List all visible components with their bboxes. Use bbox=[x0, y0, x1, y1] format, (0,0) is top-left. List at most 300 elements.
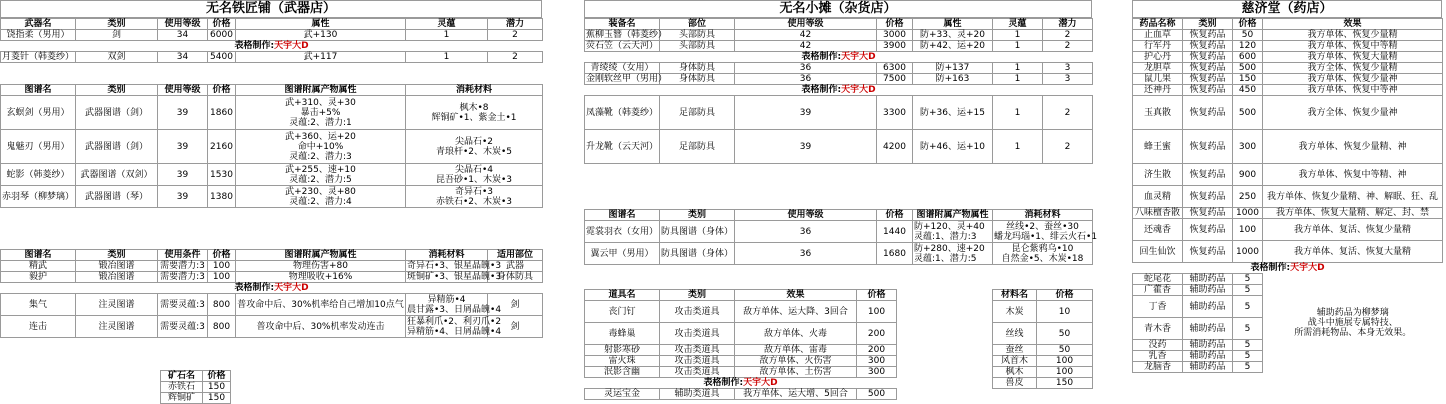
weapon-recipes-header bbox=[1, 85, 543, 96]
header-cell: 价格 bbox=[877, 210, 913, 221]
cell: 1440 bbox=[877, 221, 913, 243]
cell: 7500 bbox=[877, 74, 913, 85]
cell: 2 bbox=[1043, 96, 1093, 130]
cell: 行军丹 bbox=[1133, 41, 1183, 52]
cell: 辅助药品 bbox=[1183, 274, 1233, 285]
table-row bbox=[1133, 63, 1443, 74]
cell: 枫木 bbox=[993, 367, 1037, 378]
credit-label: 表格制作: bbox=[801, 52, 842, 62]
cell: 300 bbox=[857, 356, 897, 367]
table-row bbox=[585, 130, 1093, 164]
cell bbox=[406, 316, 502, 338]
tools-header bbox=[585, 290, 897, 301]
table-row bbox=[585, 323, 897, 345]
table-row bbox=[993, 301, 1093, 323]
cell: 300 bbox=[857, 367, 897, 378]
cell: 敌方单体、运大降、3回合 bbox=[735, 301, 857, 323]
mat-line: 尖晶石•4 bbox=[454, 164, 494, 175]
cell: 42 bbox=[735, 41, 877, 52]
cell: 恢复药品 bbox=[1183, 186, 1233, 208]
mat-line: 晨甘露•3、日屑晶魄•4 bbox=[407, 304, 502, 315]
attr-line: 灵蕴:1、潜力:5 bbox=[914, 253, 977, 264]
cell: 1 bbox=[993, 41, 1043, 52]
cell bbox=[406, 186, 543, 208]
cell: 霓裳羽衣（女用） bbox=[585, 221, 660, 243]
cell: 2 bbox=[1043, 41, 1093, 52]
cell: 我方单体、恢复少量神 bbox=[1263, 74, 1443, 85]
cell: 剑 bbox=[488, 316, 543, 338]
header-cell: 价格 bbox=[208, 19, 236, 30]
cell: 1380 bbox=[208, 186, 236, 208]
cell: 蛇尾花 bbox=[1133, 274, 1183, 285]
cell: 100 bbox=[1233, 219, 1263, 241]
cell: 100 bbox=[1037, 367, 1093, 378]
cell: 500 bbox=[1233, 63, 1263, 74]
credit-row bbox=[1, 283, 543, 294]
cell: 我方单体、恢复少量精、神、解眠、狂、乱 bbox=[1263, 186, 1443, 208]
table-row bbox=[1, 316, 543, 338]
aux-note-line: 辅助药品为柳梦璃 bbox=[1316, 308, 1389, 318]
cell: 34 bbox=[158, 52, 208, 63]
cell: 没药 bbox=[1133, 340, 1183, 351]
ore-header bbox=[161, 371, 231, 382]
cell: 我方全体、恢复少量神 bbox=[1263, 96, 1443, 130]
forge-header bbox=[1, 250, 543, 261]
table-row bbox=[1133, 85, 1443, 96]
cell: 6300 bbox=[877, 63, 913, 74]
table-row bbox=[1133, 186, 1443, 208]
cell: 1 bbox=[993, 74, 1043, 85]
mat-line: 奇异石•3 bbox=[454, 186, 494, 197]
cell: 注灵图谱 bbox=[76, 316, 158, 338]
table-row bbox=[585, 243, 1093, 265]
cell bbox=[236, 164, 406, 186]
cell: 100 bbox=[208, 272, 236, 283]
cell: 36 bbox=[735, 74, 877, 85]
cell: 龙脑香 bbox=[1133, 362, 1183, 373]
cell: 辅助类道具 bbox=[660, 389, 735, 400]
header-cell: 使用等级 bbox=[158, 19, 208, 30]
cell: 雷火珠 bbox=[585, 356, 660, 367]
aux-note bbox=[1263, 274, 1443, 373]
weapon-recipes-table bbox=[0, 84, 543, 208]
cell: 身体防具 bbox=[660, 74, 735, 85]
cell: 恢复药品 bbox=[1183, 130, 1233, 164]
cell: 1 bbox=[406, 52, 488, 63]
header-cell: 效果 bbox=[735, 290, 857, 301]
table-row bbox=[993, 356, 1093, 367]
cell: 36 bbox=[735, 221, 877, 243]
table-row bbox=[585, 389, 897, 400]
table-row bbox=[1, 272, 543, 283]
cell: 100 bbox=[208, 261, 236, 272]
mat-line: 辉铜矿•1、紫金土•1 bbox=[431, 112, 517, 123]
cell: 荧石笠（云天河） bbox=[586, 41, 659, 51]
cell: 玉真散 bbox=[1133, 96, 1183, 130]
cell: 奇异石•3、银星晶魄•3 bbox=[407, 261, 502, 271]
cell: 2 bbox=[488, 52, 543, 63]
cell: 1 bbox=[993, 30, 1043, 41]
cell: 恢复药品 bbox=[1183, 96, 1233, 130]
cell: 50 bbox=[1233, 30, 1263, 41]
cell: 辅助药品 bbox=[1183, 351, 1233, 362]
credit-author: 天宇大D bbox=[1290, 263, 1325, 273]
cell: 我方单体、运大增、5回合 bbox=[735, 389, 857, 400]
cell: 兽皮 bbox=[993, 378, 1037, 389]
cell: 恢复药品 bbox=[1183, 164, 1233, 186]
cell: 5 bbox=[1233, 351, 1263, 362]
table-row bbox=[1, 130, 543, 164]
table-row bbox=[1133, 30, 1443, 41]
cell: 1680 bbox=[877, 243, 913, 265]
header-cell: 价格 bbox=[208, 250, 236, 261]
table-row bbox=[1, 261, 543, 272]
cell: 我方单体、复活、恢复少量精 bbox=[1263, 219, 1443, 241]
cell: 恢复药品 bbox=[1183, 85, 1233, 96]
cell: 武器图谱（剑） bbox=[76, 130, 158, 164]
header-cell: 价格 bbox=[857, 290, 897, 301]
table-row bbox=[993, 323, 1093, 345]
cell: 集气 bbox=[1, 294, 76, 316]
cell: 我方单体、恢复大量精 bbox=[1263, 52, 1443, 63]
cell: 10 bbox=[1037, 301, 1093, 323]
attr-line: 灵蕴:2、潜力:4 bbox=[289, 196, 352, 207]
cell: 我方单体、恢复大量精、解定、封、禁 bbox=[1263, 208, 1443, 219]
cell: 需要灵蕴:3 bbox=[158, 294, 208, 316]
cell: 物理伤害+80 bbox=[236, 261, 406, 272]
cell: 100 bbox=[857, 301, 897, 323]
materials-header bbox=[993, 290, 1093, 301]
cell: 头部防具 bbox=[660, 41, 735, 52]
gear-table bbox=[584, 18, 1093, 164]
cell: 头部防具 bbox=[660, 30, 735, 41]
credit-label: 表格制作: bbox=[1250, 263, 1291, 273]
cell: 500 bbox=[857, 389, 897, 400]
cell bbox=[406, 294, 502, 316]
cell: 攻击类道具 bbox=[660, 345, 735, 356]
cell: 1860 bbox=[208, 96, 236, 130]
cell: 6000 bbox=[208, 30, 236, 41]
cell: 鼠儿果 bbox=[1133, 74, 1183, 85]
cell: 翼云甲（男用） bbox=[585, 243, 660, 265]
mat-line: 异精筋•4 bbox=[427, 294, 466, 305]
cell: 青绫绫（女用） bbox=[585, 63, 660, 74]
cell: 蕉柳玉簪（韩菱纱） bbox=[586, 30, 668, 40]
cell bbox=[913, 221, 993, 243]
cell: 防具图谱（身体） bbox=[660, 243, 735, 265]
header-cell: 价格 bbox=[203, 371, 231, 382]
cell: 赤羽琴（柳梦璃） bbox=[1, 186, 76, 208]
aux-note-line: 战斗中施展专属特技、 bbox=[1307, 318, 1398, 328]
cell: 1 bbox=[993, 96, 1043, 130]
cell: 玄螟剑（男用） bbox=[1, 96, 76, 130]
ore-table bbox=[160, 370, 231, 404]
credit-row bbox=[1, 41, 543, 52]
header-cell: 效果 bbox=[1263, 19, 1443, 30]
table-row bbox=[1133, 41, 1443, 52]
attr-line: 灵蕴:1、潜力:3 bbox=[914, 231, 977, 242]
cell: 50 bbox=[1037, 323, 1093, 345]
cell: 5 bbox=[1233, 362, 1263, 373]
mat-line: 狂暴利爪•2、利刃爪•2 bbox=[407, 316, 502, 327]
general-store bbox=[584, 0, 1093, 164]
table-row bbox=[1133, 241, 1443, 263]
attr-line: 暴击+5% bbox=[300, 107, 341, 118]
header-cell: 灵蕴 bbox=[993, 19, 1043, 30]
materials-list bbox=[992, 289, 1093, 389]
cell: 血灵精 bbox=[1133, 186, 1183, 208]
cell: 普攻命中后、30%机率发动连击 bbox=[236, 316, 406, 338]
cell: 注灵图谱 bbox=[76, 294, 158, 316]
cell: 防+137 bbox=[913, 63, 993, 74]
credit-author: 天宇大D bbox=[274, 283, 309, 293]
cell: 还魂香 bbox=[1133, 219, 1183, 241]
cell: 丁香 bbox=[1133, 296, 1183, 318]
header-cell: 潜力 bbox=[488, 19, 543, 30]
attr-line: 灵蕴:2、潜力:1 bbox=[289, 117, 352, 128]
cell: 精武 bbox=[1, 261, 76, 272]
weapon-items-header bbox=[1, 19, 543, 30]
armor-recipes-header bbox=[585, 210, 1093, 221]
weapon-shop-title-text: 无名铁匠铺（武器店） bbox=[1, 1, 542, 18]
cell: 双剑 bbox=[76, 52, 158, 63]
cell: 39 bbox=[735, 130, 877, 164]
cell: 防+42、运+20 bbox=[913, 41, 993, 52]
cell bbox=[236, 186, 406, 208]
cell: 我方全体、恢复少量精 bbox=[1263, 63, 1443, 74]
table-row bbox=[1, 294, 543, 316]
cell: 蚕丝 bbox=[993, 345, 1037, 356]
ore-list bbox=[160, 370, 231, 404]
cell: 武器图谱（琴） bbox=[76, 186, 158, 208]
forge-recipes bbox=[0, 249, 543, 338]
cell: 剑 bbox=[76, 30, 158, 41]
mat-line: 枫木•8 bbox=[459, 102, 489, 113]
table-row bbox=[1, 96, 543, 130]
cell: 150 bbox=[1233, 74, 1263, 85]
cell: 八味檀香散 bbox=[1133, 208, 1183, 219]
gear-header bbox=[585, 19, 1093, 30]
cell bbox=[406, 164, 543, 186]
table-row bbox=[1133, 208, 1443, 219]
table-row bbox=[1, 186, 543, 208]
cell: 1530 bbox=[208, 164, 236, 186]
mat-line: 昆仑紫鸦乌•10 bbox=[1011, 243, 1074, 254]
attr-line: 防+280、速+20 bbox=[914, 243, 985, 254]
aux-note-line: 所需消耗物品、本身无效果。 bbox=[1294, 328, 1412, 338]
cell: 敌方单体、火伤害 bbox=[735, 356, 857, 367]
cell: 恢复药品 bbox=[1183, 241, 1233, 263]
attr-line: 武+310、灵+30 bbox=[285, 97, 356, 108]
cell bbox=[406, 96, 543, 130]
cell: 5 bbox=[1233, 340, 1263, 351]
cell: 普攻命中后、30%机率给自己增加10点气 bbox=[236, 294, 406, 316]
cell: 需要潜力:3 bbox=[158, 272, 208, 283]
cell: 4200 bbox=[877, 130, 913, 164]
cell: 100 bbox=[1037, 356, 1093, 367]
credit-label: 表格制作: bbox=[234, 283, 275, 293]
armor-recipes-table bbox=[584, 209, 1098, 265]
header-cell: 矿石名 bbox=[161, 371, 203, 382]
attr-line: 命中+10% bbox=[297, 141, 344, 152]
attr-line: 防+120、灵+40 bbox=[914, 221, 985, 232]
table-row bbox=[1, 30, 543, 41]
cell: 3900 bbox=[877, 41, 913, 52]
cell: 泯影含幽 bbox=[585, 367, 660, 378]
cell: 防+36、运+15 bbox=[913, 96, 993, 130]
cell: 50 bbox=[1037, 345, 1093, 356]
credit-row bbox=[585, 85, 1093, 96]
cell: 39 bbox=[735, 96, 877, 130]
credit-label: 表格制作: bbox=[801, 85, 842, 95]
cell bbox=[993, 221, 1098, 243]
cell: 辅助药品 bbox=[1183, 296, 1233, 318]
credit-row bbox=[585, 52, 1093, 63]
attr-line: 灵蕴:2、潜力:3 bbox=[289, 151, 352, 162]
header-cell: 价格 bbox=[877, 19, 913, 30]
cell: 5 bbox=[1233, 274, 1263, 285]
header-cell: 图谱附属产物属性 bbox=[236, 250, 406, 261]
header-cell: 消耗材料 bbox=[406, 250, 488, 261]
cell: 39 bbox=[158, 96, 208, 130]
cell: 辅助药品 bbox=[1183, 285, 1233, 296]
weapon-shop bbox=[0, 0, 543, 63]
cell bbox=[236, 96, 406, 130]
header-cell: 类别 bbox=[1183, 19, 1233, 30]
cell: 毅护 bbox=[1, 272, 76, 283]
header-cell: 部位 bbox=[660, 19, 735, 30]
cell: 150 bbox=[203, 393, 231, 404]
cell: 辉铜矿 bbox=[161, 393, 203, 404]
header-cell: 消耗材料 bbox=[993, 210, 1093, 221]
table-row bbox=[993, 345, 1093, 356]
pharmacy-title bbox=[1132, 0, 1442, 18]
cell: 3000 bbox=[877, 30, 913, 41]
cell: 敌方单体、土伤害 bbox=[735, 367, 857, 378]
credit-row bbox=[1133, 263, 1443, 274]
cell: 恢复药品 bbox=[1183, 74, 1233, 85]
cell: 饶指柔（男用） bbox=[1, 30, 76, 41]
weapon-shop-title bbox=[0, 0, 542, 18]
cell: 5 bbox=[1233, 318, 1263, 340]
mat-line: 赤铁石•2、木炭•3 bbox=[435, 196, 513, 207]
pharmacy-header bbox=[1133, 19, 1443, 30]
header-cell: 图谱名 bbox=[1, 250, 76, 261]
cell bbox=[993, 243, 1093, 265]
header-cell: 使用等级 bbox=[158, 85, 208, 96]
cell: 36 bbox=[735, 63, 877, 74]
cell: 3300 bbox=[877, 96, 913, 130]
header-cell: 类别 bbox=[76, 19, 158, 30]
header-cell: 使用等级 bbox=[735, 210, 877, 221]
general-store-title bbox=[584, 0, 1092, 18]
cell: 升龙靴（云天河） bbox=[585, 130, 660, 164]
table-row bbox=[1133, 164, 1443, 186]
cell: 1 bbox=[993, 63, 1043, 74]
cell: 1 bbox=[406, 30, 488, 41]
weapon-items-table bbox=[0, 18, 543, 63]
cell: 武器图谱（剑） bbox=[76, 96, 158, 130]
mat-line: 丝线•2、蚕丝•30 bbox=[1006, 221, 1079, 232]
table-row bbox=[1133, 130, 1443, 164]
cell: 敌方单体、雷毒 bbox=[735, 345, 857, 356]
table-row bbox=[585, 221, 1093, 243]
credit-author: 天宇大D bbox=[743, 378, 778, 388]
header-cell: 属性 bbox=[236, 19, 406, 30]
cell: 恢复药品 bbox=[1183, 41, 1233, 52]
credit-author: 天宇大D bbox=[841, 85, 876, 95]
cell: 恢复药品 bbox=[1183, 52, 1233, 63]
cell: 250 bbox=[1233, 186, 1263, 208]
cell: 凤藻靴（韩菱纱） bbox=[585, 96, 660, 130]
cell: 金刚软丝甲（男用） bbox=[586, 74, 668, 84]
cell: 足部防具 bbox=[660, 96, 735, 130]
cell: 34 bbox=[158, 30, 208, 41]
table-row bbox=[1, 52, 543, 63]
mat-line: 青琅杆•2、木炭•5 bbox=[435, 146, 513, 157]
cell: 鬼魅刃（男用） bbox=[1, 130, 76, 164]
table-row bbox=[1133, 74, 1443, 85]
cell: 防+163 bbox=[913, 74, 993, 85]
cell: 恢复药品 bbox=[1183, 63, 1233, 74]
cell: 900 bbox=[1233, 164, 1263, 186]
table-row bbox=[1133, 219, 1443, 241]
mat-line: 尖晶石•2 bbox=[454, 136, 494, 147]
cell bbox=[406, 130, 543, 164]
header-cell: 适用部位 bbox=[488, 250, 543, 261]
cell: 防+46、运+10 bbox=[913, 130, 993, 164]
cell: 3 bbox=[1043, 63, 1093, 74]
weapon-recipes bbox=[0, 84, 543, 208]
cell: 攻击类道具 bbox=[660, 323, 735, 345]
header-cell: 灵蕴 bbox=[406, 19, 488, 30]
header-cell: 图谱附属产物属性 bbox=[913, 210, 993, 221]
cell: 武器 bbox=[488, 261, 543, 272]
cell: 150 bbox=[203, 382, 231, 393]
cell: 辅助药品 bbox=[1183, 318, 1233, 340]
cell: 龙胆草 bbox=[1133, 63, 1183, 74]
cell: 月菱针（韩菱纱） bbox=[2, 52, 75, 62]
cell: 护心丹 bbox=[1133, 52, 1183, 63]
cell: 青木香 bbox=[1133, 318, 1183, 340]
cell: 蛇影（韩菱纱） bbox=[1, 164, 76, 186]
cell: 1000 bbox=[1233, 208, 1263, 219]
cell: 1000 bbox=[1233, 241, 1263, 263]
cell: 丧门钉 bbox=[585, 301, 660, 323]
cell: 武+130 bbox=[236, 30, 406, 41]
table-row bbox=[1133, 274, 1443, 285]
table-row bbox=[993, 367, 1093, 378]
cell: 200 bbox=[857, 345, 897, 356]
cell: 身体防具 bbox=[660, 63, 735, 74]
cell: 36 bbox=[735, 243, 877, 265]
header-cell: 使用条件 bbox=[158, 250, 208, 261]
credit-row bbox=[585, 378, 897, 389]
cell: 450 bbox=[1233, 85, 1263, 96]
table-row bbox=[1133, 96, 1443, 130]
cell: 5 bbox=[1233, 296, 1263, 318]
cell: 射影寒砂 bbox=[585, 345, 660, 356]
cell: 恢复药品 bbox=[1183, 219, 1233, 241]
mat-line: 蟠龙玛瑙•1、绯云火石•1 bbox=[994, 231, 1098, 242]
header-cell: 武器名 bbox=[1, 19, 76, 30]
table-row bbox=[1133, 52, 1443, 63]
attr-line: 武+255、速+10 bbox=[285, 164, 356, 175]
cell: 2 bbox=[1043, 30, 1093, 41]
table-row bbox=[585, 301, 897, 323]
cell: 武+117 bbox=[236, 52, 406, 63]
cell: 3 bbox=[1043, 74, 1093, 85]
